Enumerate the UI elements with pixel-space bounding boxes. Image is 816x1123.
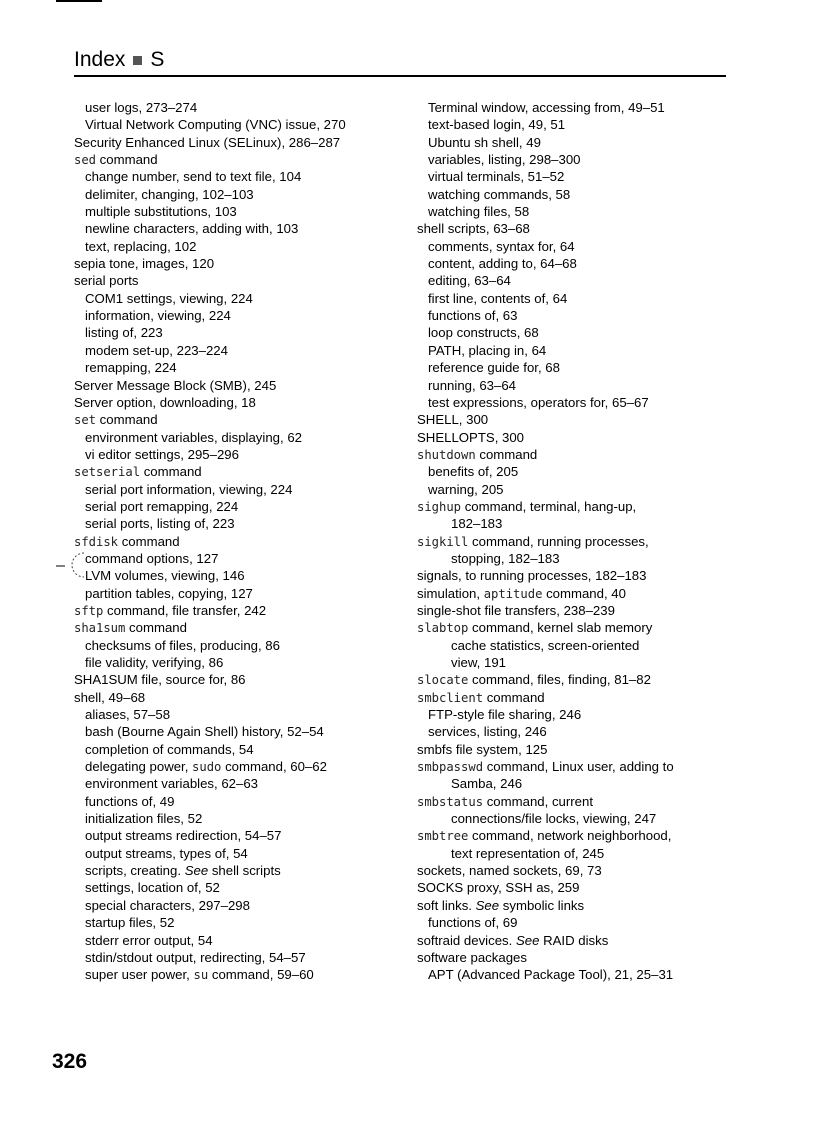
entry-text: watching commands, 58 [428,186,571,202]
entry-text: command, current [483,793,593,809]
entry-text: command, running processes, [468,533,649,549]
index-entry [74,515,394,532]
entry-text: SOCKS proxy, SSH as, 259 [417,880,580,896]
entry-text: editing, 63–64 [428,273,511,289]
entry-text: command, 60–62 [221,759,327,775]
index-entry [417,342,737,359]
index-entry [417,827,737,844]
entry-text: shell, 49–68 [74,689,146,705]
index-entry [417,775,737,792]
entry-text: command, Linux user, adding to [483,759,674,775]
index-entry [417,515,737,532]
index-entry [74,845,394,862]
entry-text: environment variables, 62–63 [85,776,259,792]
index-entry [417,533,737,550]
command-name: sigkill [417,534,469,549]
index-entry [74,290,394,307]
index-entry [74,151,394,168]
index-entry [417,706,737,723]
entry-text: delimiter, changing, 102–103 [85,186,254,202]
entry-text: sockets, named sockets, 69, 73 [417,863,602,879]
header-letter: S [150,48,165,71]
index-entry [74,862,394,879]
entry-text: special characters, 297–298 [85,897,250,913]
command-name: shutdown [417,447,476,462]
index-entry [417,862,737,879]
scan-hole-mark-icon [56,550,86,580]
entry-text: command options, 127 [85,550,219,566]
command-name: slabtop [417,621,469,636]
entry-text: command, 59–60 [208,967,314,983]
entry-text: completion of commands, 54 [85,741,254,757]
entry-text: remapping, 224 [85,360,177,376]
index-entry [74,949,394,966]
entry-text: smbfs file system, 125 [417,741,548,757]
entry-text: watching files, 58 [428,204,530,220]
index-entry [74,116,394,133]
entry-text: test expressions, operators for, 65–67 [428,394,649,410]
index-entry [74,359,394,376]
index-entry [74,533,394,550]
entry-text: functions of, 69 [428,915,518,931]
index-entry [74,324,394,341]
index-entry [74,827,394,844]
command-name: su [193,968,209,983]
index-entry [74,758,394,775]
entry-text: signals, to running processes, 182–183 [417,568,647,584]
see-reference: See [515,932,540,948]
entry-text: LVM volumes, viewing, 146 [85,568,245,584]
entry-text: command, files, finding, 81–82 [468,672,651,688]
entry-text: simulation, [417,585,484,601]
entry-text: scripts, creating. [85,863,185,879]
entry-text: stopping, 182–183 [451,550,560,566]
command-name: aptitude [483,586,543,601]
index-entry [417,585,737,602]
index-entry [74,272,394,289]
entry-text: startup files, 52 [85,915,175,931]
index-entry [74,220,394,237]
entry-text: FTP-style file sharing, 246 [428,707,582,723]
index-entry [417,619,737,636]
index-entry [74,706,394,723]
index-entry [417,897,737,914]
entry-text: aliases, 57–58 [85,707,171,723]
index-entry [417,186,737,203]
index-entry [417,914,737,931]
index-entry [417,463,737,480]
entry-text: text-based login, 49, 51 [428,117,566,133]
command-name: smbstatus [417,794,484,809]
running-header [74,48,726,77]
entry-text: single-shot file transfers, 238–239 [417,602,615,618]
entry-text: SHELL, 300 [417,412,489,428]
index-column-left [74,99,394,984]
entry-text: delegating power, [85,759,193,775]
entry-text: comments, syntax for, 64 [428,238,575,254]
entry-text: warning, 205 [428,481,504,497]
command-name: sha1sum [74,621,126,636]
entry-text: Security Enhanced Linux (SELinux), 286–287 [74,134,341,150]
index-entry [417,359,737,376]
entry-text: Server option, downloading, 18 [74,394,256,410]
index-entry [417,116,737,133]
index-entry [74,99,394,116]
index-entry [417,151,737,168]
command-name: setserial [74,465,141,480]
index-entry [74,203,394,220]
entry-text: command [118,533,180,549]
entry-text: Samba, 246 [451,776,523,792]
index-entry [417,689,737,706]
index-entry [417,671,737,688]
command-name: sed [74,153,97,168]
entry-text: command, kernel slab memory [468,620,653,636]
entry-text: command [483,689,545,705]
index-entry [74,966,394,983]
index-entry [417,498,737,515]
index-entry [417,255,737,272]
index-entry [417,307,737,324]
entry-text: command [140,464,202,480]
entry-text: command, network neighborhood, [468,828,672,844]
entry-text: file validity, verifying, 86 [85,655,224,670]
index-entry [417,845,737,862]
index-entry [417,949,737,966]
index-entry [417,446,737,463]
index-entry [74,793,394,810]
index-entry [417,168,737,185]
entry-text: stdin/stdout output, redirecting, 54–57 [85,949,306,965]
index-entry [74,775,394,792]
index-entry [74,429,394,446]
index-entry [417,810,737,827]
entry-text: Server Message Block (SMB), 245 [74,377,277,393]
index-entry [74,654,394,671]
command-name: smbpasswd [417,760,484,775]
entry-text: initialization files, 52 [85,811,203,827]
entry-text: loop constructs, 68 [428,325,539,341]
entry-text: super user power, [85,967,194,983]
entry-text: listing of, 223 [85,325,163,341]
index-entry [417,758,737,775]
index-entry [417,567,737,584]
entry-text: Virtual Network Computing (VNC) issue, 270 [85,117,346,133]
index-entry [74,741,394,758]
index-entry [417,99,737,116]
index-entry [74,567,394,584]
command-name: sfdisk [74,534,119,549]
entry-text: serial port information, viewing, 224 [85,481,293,497]
index-column-right [417,99,737,984]
index-entry [417,203,737,220]
index-entry [417,220,737,237]
index-entry [417,238,737,255]
entry-text: PATH, placing in, 64 [428,342,547,358]
index-entry [417,324,737,341]
index-entry [417,134,737,151]
entry-text: stderr error output, 54 [85,932,213,948]
index-entry [417,879,737,896]
index-entry [417,637,737,654]
entry-text: command, file transfer, 242 [103,602,267,618]
page-number: 326 [52,1050,88,1073]
entry-text: software packages [417,949,527,965]
index-entry [74,550,394,567]
index-entry [74,810,394,827]
entry-text: services, listing, 246 [428,724,547,740]
index-entry [74,879,394,896]
index-entry [74,342,394,359]
entry-text: functions of, 49 [85,793,175,809]
entry-text: environment variables, displaying, 62 [85,429,302,445]
entry-text: output streams redirection, 54–57 [85,828,282,844]
entry-text: vi editor settings, 295–296 [85,446,239,462]
entry-text: modem set-up, 223–224 [85,342,228,358]
entry-text: virtual terminals, 51–52 [428,169,565,185]
entry-text: command, terminal, hang-up, [461,498,637,514]
index-entry [74,689,394,706]
entry-text: output streams, types of, 54 [85,845,248,861]
index-entry [74,394,394,411]
index-entry [74,932,394,949]
entry-text: command [125,620,187,636]
entry-text: command [475,446,538,462]
index-entry [74,585,394,602]
entry-text: command, 40 [542,585,626,601]
entry-text: serial ports [74,273,139,289]
entry-text: serial port remapping, 224 [85,498,239,514]
index-entry [74,897,394,914]
index-entry [417,654,737,671]
index-entry [417,429,737,446]
entry-text: symbolic links [499,897,585,913]
entry-text: sepia tone, images, 120 [74,256,215,272]
entry-text: command [96,152,158,168]
entry-text: 182–183 [451,516,503,532]
index-entry [74,671,394,688]
entry-text: connections/file locks, viewing, 247 [451,811,657,827]
index-entry [74,307,394,324]
index-entry [74,619,394,636]
index-entry [74,498,394,515]
index-entry [417,932,737,949]
entry-text: newline characters, adding with, 103 [85,221,299,237]
index-entry [417,550,737,567]
entry-text: Ubuntu sh shell, 49 [428,134,541,150]
entry-text: shell scripts, 63–68 [417,221,530,237]
command-name: sighup [417,499,462,514]
entry-text: SHA1SUM file, source for, 86 [74,672,246,688]
entry-text: first line, contents of, 64 [428,290,568,306]
index-entry [74,186,394,203]
index-entry [74,463,394,480]
entry-text: text, replacing, 102 [85,238,197,254]
entry-text: SHELLOPTS, 300 [417,429,525,445]
index-entry [417,411,737,428]
entry-text: reference guide for, 68 [428,360,560,376]
entry-text: shell scripts [208,863,281,879]
entry-text: text representation of, 245 [451,845,605,861]
index-entry [417,723,737,740]
entry-text: user logs, 273–274 [85,100,198,115]
entry-text: settings, location of, 52 [85,880,220,896]
entry-text: RAID disks [539,932,609,948]
command-name: sftp [74,603,104,618]
index-entry [74,411,394,428]
index-entry [74,168,394,185]
entry-text: bash (Bourne Again Shell) history, 52–54 [85,724,324,740]
index-entry [417,481,737,498]
entry-text: COM1 settings, viewing, 224 [85,290,253,306]
entry-text: variables, listing, 298–300 [428,152,581,168]
command-name: smbtree [417,829,469,844]
square-bullet-icon [133,56,142,65]
entry-text: soft links. [417,897,476,913]
entry-text: multiple substitutions, 103 [85,204,237,220]
index-entry [417,793,737,810]
entry-text: view, 191 [451,655,506,670]
command-name: smbclient [417,690,484,705]
entry-text: softraid devices. [417,932,516,948]
entry-text: Terminal window, accessing from, 49–51 [428,100,665,115]
index-entry [417,290,737,307]
entry-text: running, 63–64 [428,377,516,393]
command-name: sudo [192,760,222,775]
index-entry [74,723,394,740]
index-entry [74,602,394,619]
index-entry [74,481,394,498]
index-entry [417,394,737,411]
top-rule [56,0,102,2]
entry-text: serial ports, listing of, 223 [85,516,235,532]
index-entry [74,914,394,931]
index-entry [74,446,394,463]
header-title: Index [74,48,126,71]
entry-text: information, viewing, 224 [85,308,231,324]
index-entry [417,272,737,289]
entry-text: benefits of, 205 [428,464,519,480]
entry-text: checksums of files, producing, 86 [85,637,280,653]
index-entry [417,966,737,983]
entry-text: content, adding to, 64–68 [428,256,577,272]
entry-text: command [96,412,158,428]
index-entry [74,377,394,394]
entry-text: cache statistics, screen-oriented [451,637,640,653]
index-entry [417,741,737,758]
command-name: slocate [417,673,469,688]
index-entry [417,602,737,619]
index-entry [74,637,394,654]
entry-text: change number, send to text file, 104 [85,169,302,185]
index-entry [417,377,737,394]
command-name: set [74,413,97,428]
entry-text: partition tables, copying, 127 [85,585,253,601]
index-entry [74,255,394,272]
entry-text: functions of, 63 [428,308,518,324]
entry-text: APT (Advanced Package Tool), 21, 25–31 [428,967,674,983]
see-reference: See [475,897,500,913]
index-entry [74,134,394,151]
see-reference: See [184,863,209,879]
index-entry [74,238,394,255]
